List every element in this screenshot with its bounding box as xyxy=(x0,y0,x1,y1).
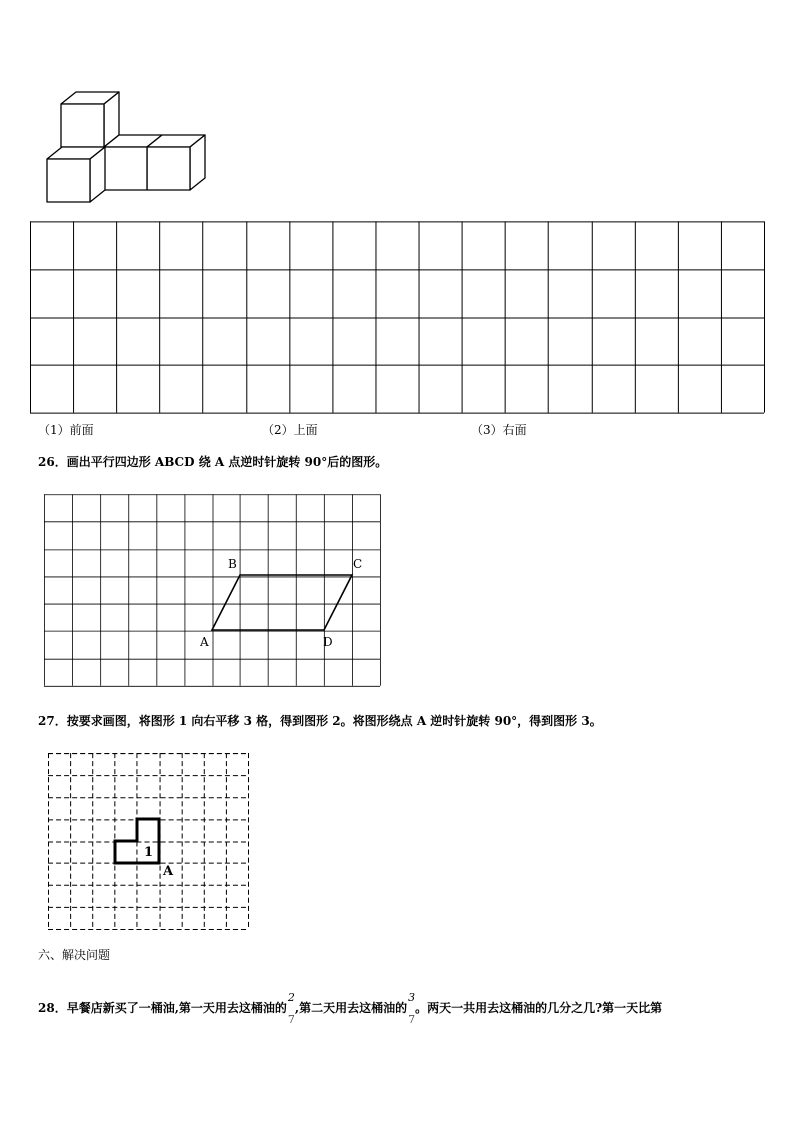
figure-label-1: 1 xyxy=(144,845,154,860)
q28-line: 28．早餐店新买了一桶油,第一天用去这桶油的 2 7 ,第二天用去这桶油的 3 7 。两天一共用去这桶油的几分之几?第一天比第 xyxy=(38,991,663,1026)
label-top: （2）上面 xyxy=(262,423,318,437)
label-right: （3）右面 xyxy=(471,423,527,437)
point-label-c: C xyxy=(353,557,363,571)
point-label-a2: A xyxy=(163,864,174,879)
point-label-a: A xyxy=(200,635,209,649)
answer-grid[interactable] xyxy=(30,221,764,413)
q27-text: 27．按要求画图，将图形 1 向右平移 3 格，得到图形 2。将图形绕点 A 逆时针旋转 90°，得到图形 3。 xyxy=(38,714,602,728)
q28-part2: ,第二天用去这桶油的 xyxy=(294,1001,408,1015)
point-label-d: D xyxy=(323,635,333,649)
q26-text: 26．画出平行四边形 ABCD 绕 A 点逆时针旋转 90°后的图形。 xyxy=(38,455,388,469)
figure-1-shape xyxy=(48,753,248,929)
label-front: （1）前面 xyxy=(38,423,94,437)
parallelogram-abcd xyxy=(44,494,380,686)
q28-part3: 。两天一共用去这桶油的几分之几?第一天比第 xyxy=(415,1001,663,1015)
q28-part1: 28．早餐店新买了一桶油,第一天用去这桶油的 xyxy=(38,1001,287,1015)
point-label-b: B xyxy=(228,557,237,571)
cube-stack-figure xyxy=(40,88,220,208)
section-title: 六、解决问题 xyxy=(38,948,111,962)
